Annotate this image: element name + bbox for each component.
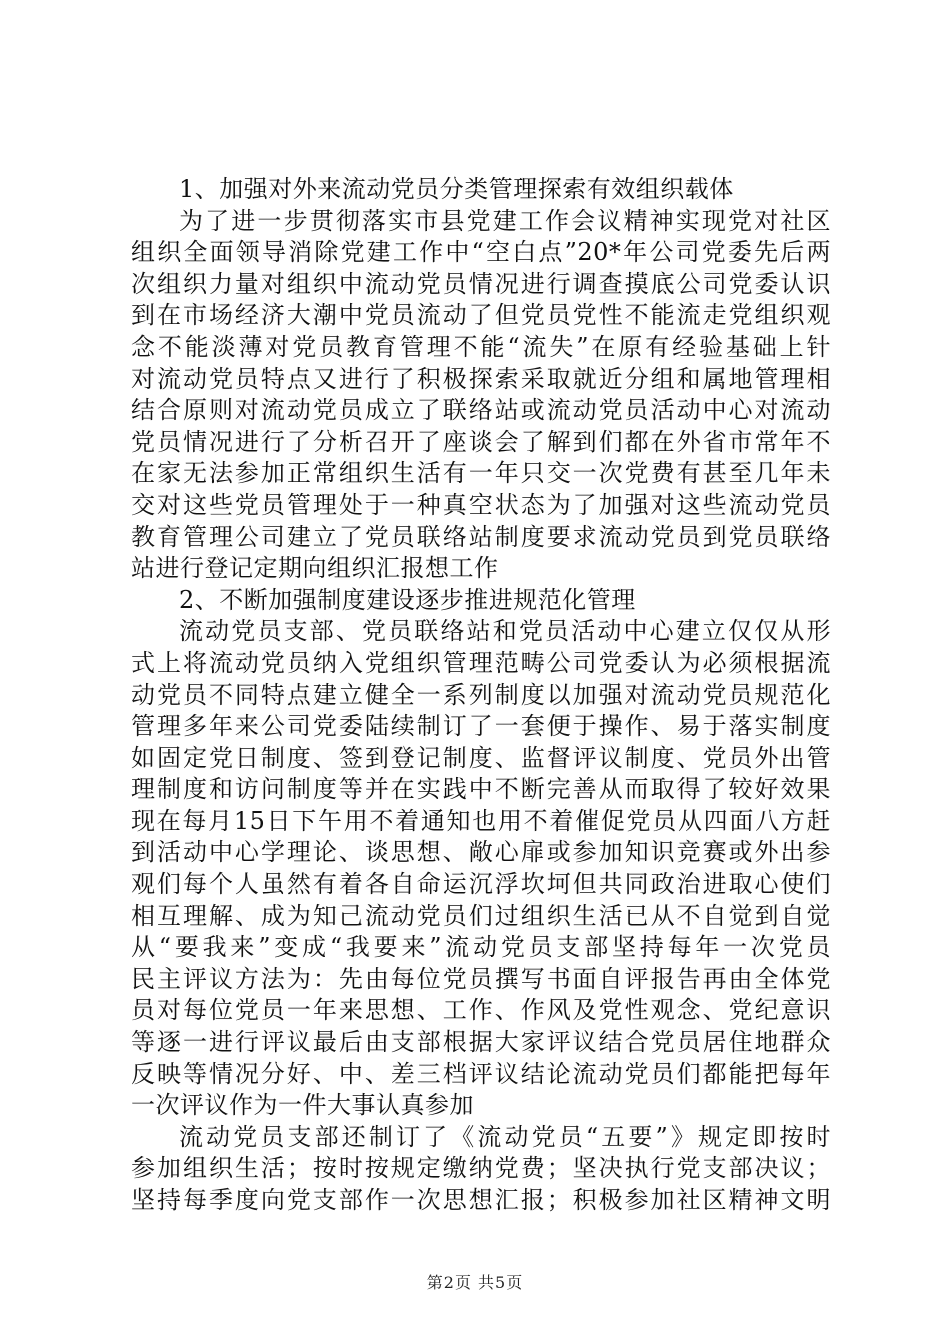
section-heading-2: 2、不断加强制度建设逐步推进规范化管理 <box>179 585 636 614</box>
paragraph-line: 为了进一步贯彻落实市县党建工作会议精神实现党对社区 <box>179 206 831 235</box>
paragraph-line: 相互理解、成为知己流动党员们过组织生活已从不自觉到自觉 <box>131 901 831 930</box>
section-heading-1: 1、加强对外来流动党员分类管理探索有效组织载体 <box>179 175 734 203</box>
paragraph-line: 流动党员支部还制订了《流动党员“五要”》规定即按时 <box>179 1122 831 1151</box>
paragraph-line: 流动党员支部、党员联络站和党员活动中心建立仅仅从形 <box>179 617 831 646</box>
paragraph-line: 反映等情况分好、中、差三档评议结论流动党员们都能把每年 <box>131 1059 831 1088</box>
paragraph-line: 党员情况进行了分析召开了座谈会了解到们都在外省市常年不 <box>131 427 831 456</box>
paragraph-line: 站进行登记定期向组织汇报想工作 <box>131 554 499 583</box>
page-indicator: 第2页 共5页 <box>426 1273 524 1292</box>
document-body <box>131 174 831 1217</box>
paragraph-line: 参加组织生活；按时按规定缴纳党费；坚决执行党支部决议； <box>131 1154 831 1183</box>
paragraph-line: 组织全面领导消除党建工作中“空白点”20*年公司党委先后两 <box>131 238 831 267</box>
paragraph-line: 到活动中心学理论、谈思想、敞心扉或参加知识竞赛或外出参 <box>131 838 831 867</box>
paragraph-line: 民主评议方法为：先由每位党员撰写书面自评报告再由全体党 <box>131 964 831 993</box>
paragraph-line: 一次评议作为一件大事认真参加 <box>131 1091 474 1120</box>
paragraph-line: 次组织力量对组织中流动党员情况进行调查摸底公司党委认识 <box>131 269 831 298</box>
paragraph-line: 念不能淡薄对党员教育管理不能“流失”在原有经验基础上针 <box>131 332 831 361</box>
paragraph-line: 观们每个人虽然有着各自命运沉浮坎坷但共同政治进取心使们 <box>131 870 831 899</box>
paragraph-line: 在家无法参加正常组织生活有一年只交一次党费有甚至几年未 <box>131 459 831 488</box>
paragraph-line: 理制度和访问制度等并在实践中不断完善从而取得了较好效果 <box>131 775 831 804</box>
paragraph-line: 现在每月15日下午用不着通知也用不着催促党员从四面八方赶 <box>131 806 831 835</box>
paragraph-line: 管理多年来公司党委陆续制订了一套便于操作、易于落实制度 <box>131 712 831 741</box>
paragraph-line: 到在市场经济大潮中党员流动了但党员党性不能流走党组织观 <box>131 301 831 330</box>
paragraph-line: 等逐一进行评议最后由支部根据大家评议结合党员居住地群众 <box>131 1028 831 1057</box>
paragraph-line: 如固定党日制度、签到登记制度、监督评议制度、党员外出管 <box>131 743 831 772</box>
paragraph-line: 动党员不同特点建立健全一系列制度以加强对流动党员规范化 <box>131 680 831 709</box>
paragraph-line: 结合原则对流动党员成立了联络站或流动党员活动中心对流动 <box>131 396 831 425</box>
paragraph-line: 坚持每季度向党支部作一次思想汇报；积极参加社区精神文明 <box>131 1186 831 1214</box>
paragraph-line: 交对这些党员管理处于一种真空状态为了加强对这些流动党员 <box>131 490 831 519</box>
paragraph-line: 式上将流动党员纳入党组织管理范畴公司党委认为必须根据流 <box>131 648 831 677</box>
paragraph-line: 对流动党员特点又进行了积极探索采取就近分组和属地管理相 <box>131 364 831 393</box>
paragraph-line: 教育管理公司建立了党员联络站制度要求流动党员到党员联络 <box>131 522 831 551</box>
paragraph-line: 从“要我来”变成“我要来”流动党员支部坚持每年一次党员 <box>131 933 831 962</box>
paragraph-line: 员对每位党员一年来思想、工作、作风及党性观念、党纪意识 <box>131 996 831 1025</box>
